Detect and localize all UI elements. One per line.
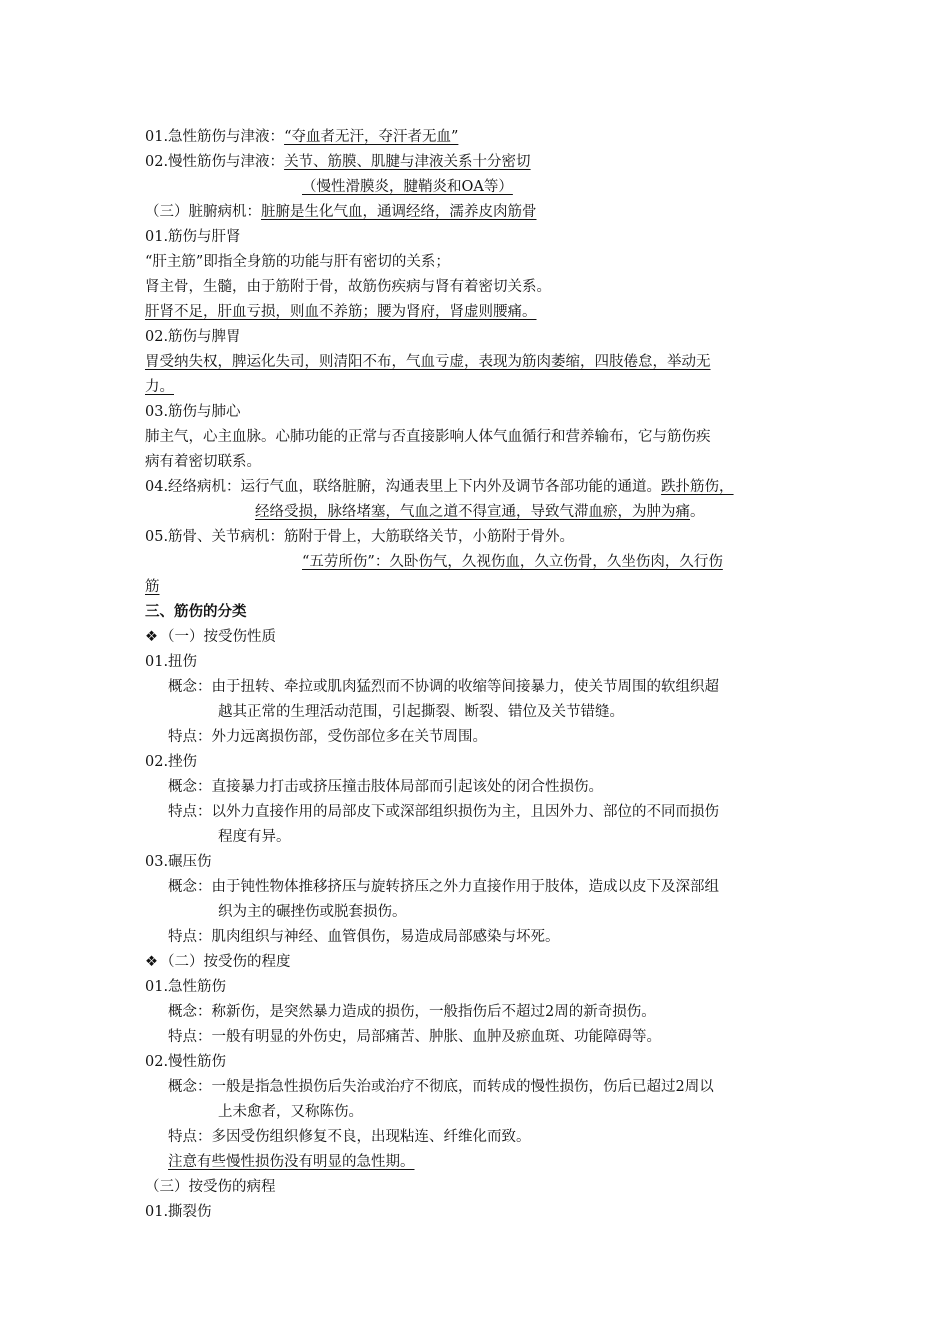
text-span: 01.急性筋伤与津液：	[145, 129, 285, 145]
text-line: 力。	[145, 379, 174, 395]
text-line: 特点：以外力直接作用的局部皮下或深部组织损伤为主，且因外力、部位的不同而损伤	[168, 804, 719, 820]
text-line: 病有着密切联系。	[145, 454, 261, 470]
category-heading: （三）按受伤的病程	[145, 1179, 276, 1195]
underlined-text: 经络受损，脉络堵塞，气血之道不得宣通，导致气滞血瘀，为肿为痛	[255, 504, 690, 520]
subheading: 02.挫伤	[145, 754, 198, 770]
text-span: （二）按受伤的程度	[160, 954, 291, 970]
text-line: 肾主骨，生髓，由于筋附于骨，故筋伤疾病与肾有着密切关系。	[145, 279, 551, 295]
text-line: 肝肾不足，肝血亏损，则血不养筋；腰为肾府，肾虚则腰痛。	[145, 304, 537, 320]
subheading: 02.慢性筋伤	[145, 1054, 227, 1070]
section-title: 三、筋伤的分类	[145, 603, 247, 620]
text-line	[145, 477, 734, 497]
text-span: （一）按受伤性质	[160, 629, 276, 645]
text-span: （三）脏腑病机：	[145, 204, 261, 220]
text-line: 特点：一般有明显的外伤史，局部痛苦、肿胀、血肿及瘀血斑、功能障碍等。	[168, 1029, 661, 1045]
text-line: 越其正常的生理活动范围，引起撕裂、断裂、错位及关节错缝。	[218, 704, 624, 720]
text-line: 程度有异。	[218, 829, 291, 845]
category-heading	[145, 952, 291, 972]
subheading: 03.碾压伤	[145, 854, 212, 870]
text-span: 04.经络病机：运行气血，联络脏腑，沟通表里上下内外及调节各部功能的通道。	[145, 479, 662, 495]
text-line: 上未愈者，又称陈伤。	[218, 1104, 363, 1120]
diamond-bullet-icon: ❖	[145, 954, 158, 970]
text-line: 特点：外力远离损伤部，受伤部位多在关节周围。	[168, 729, 487, 745]
subheading: 01.扭伤	[145, 654, 198, 670]
underlined-text: 关节、筋膜、肌腱与津液关系十分密切	[284, 154, 531, 170]
subheading: 01.筋伤与肝肾	[145, 229, 241, 245]
subheading: 02.筋伤与脾胃	[145, 329, 241, 345]
note-line: 注意有些慢性损伤没有明显的急性期。	[168, 1154, 415, 1170]
text-line: 筋	[145, 579, 160, 595]
text-line: “五劳所伤”：久卧伤气，久视伤血，久立伤骨，久坐伤肉，久行伤	[302, 554, 723, 570]
text-line: 概念：直接暴力打击或挤压撞击肢体局部而引起该处的闭合性损伤。	[168, 779, 603, 795]
text-line: 概念：称新伤，是突然暴力造成的损伤，一般指伤后不超过2周的新奇损伤。	[168, 1004, 656, 1020]
text-line: 特点：多因受伤组织修复不良，出现粘连、纤维化而致。	[168, 1129, 531, 1145]
text-line: 胃受纳失权，脾运化失司，则清阳不布，气血亏虚，表现为筋肉萎缩，四肢倦怠，举动无	[145, 354, 711, 370]
text-span: 。	[690, 504, 705, 520]
subheading: 01.撕裂伤	[145, 1204, 212, 1220]
diamond-bullet-icon: ❖	[145, 629, 158, 645]
text-line: 肺主气，心主血脉。心肺功能的正常与否直接影响人体气血循行和营养输布，它与筋伤疾	[145, 429, 711, 445]
category-heading	[145, 627, 276, 647]
text-line: 概念：由于扭转、牵拉或肌肉猛烈而不协调的收缩等间接暴力，使关节周围的软组织超	[168, 679, 719, 695]
text-line: （慢性滑膜炎，腱鞘炎和OA等）	[302, 179, 513, 195]
text-span: 02.慢性筋伤与津液：	[145, 154, 285, 170]
text-line: 织为主的碾挫伤或脱套损伤。	[218, 904, 407, 920]
text-line: 特点：肌肉组织与神经、血管俱伤，易造成局部感染与坏死。	[168, 929, 560, 945]
text-line: “肝主筋”即指全身筋的功能与肝有密切的关系；	[145, 254, 450, 270]
subheading: 03.筋伤与肺心	[145, 404, 241, 420]
underlined-text: 跌扑筋伤，	[661, 479, 734, 495]
text-line: 概念：由于钝性物体推移挤压与旋转挤压之外力直接作用于肢体，造成以皮下及深部组	[168, 879, 719, 895]
text-line	[145, 127, 458, 147]
text-line	[255, 502, 705, 522]
underlined-text: “夺血者无汗，夺汗者无血”	[284, 129, 459, 145]
text-line: 05.筋骨、关节病机：筋附于骨上，大筋联络关节，小筋附于骨外。	[145, 529, 575, 545]
subheading: 01.急性筋伤	[145, 979, 227, 995]
text-line: 概念：一般是指急性损伤后失治或治疗不彻底，而转成的慢性损伤，伤后已超过2周以	[168, 1079, 714, 1095]
text-line	[145, 152, 531, 172]
section-heading	[145, 202, 537, 222]
underlined-text: 脏腑是生化气血，通调经络，濡养皮肉筋骨	[261, 204, 537, 220]
